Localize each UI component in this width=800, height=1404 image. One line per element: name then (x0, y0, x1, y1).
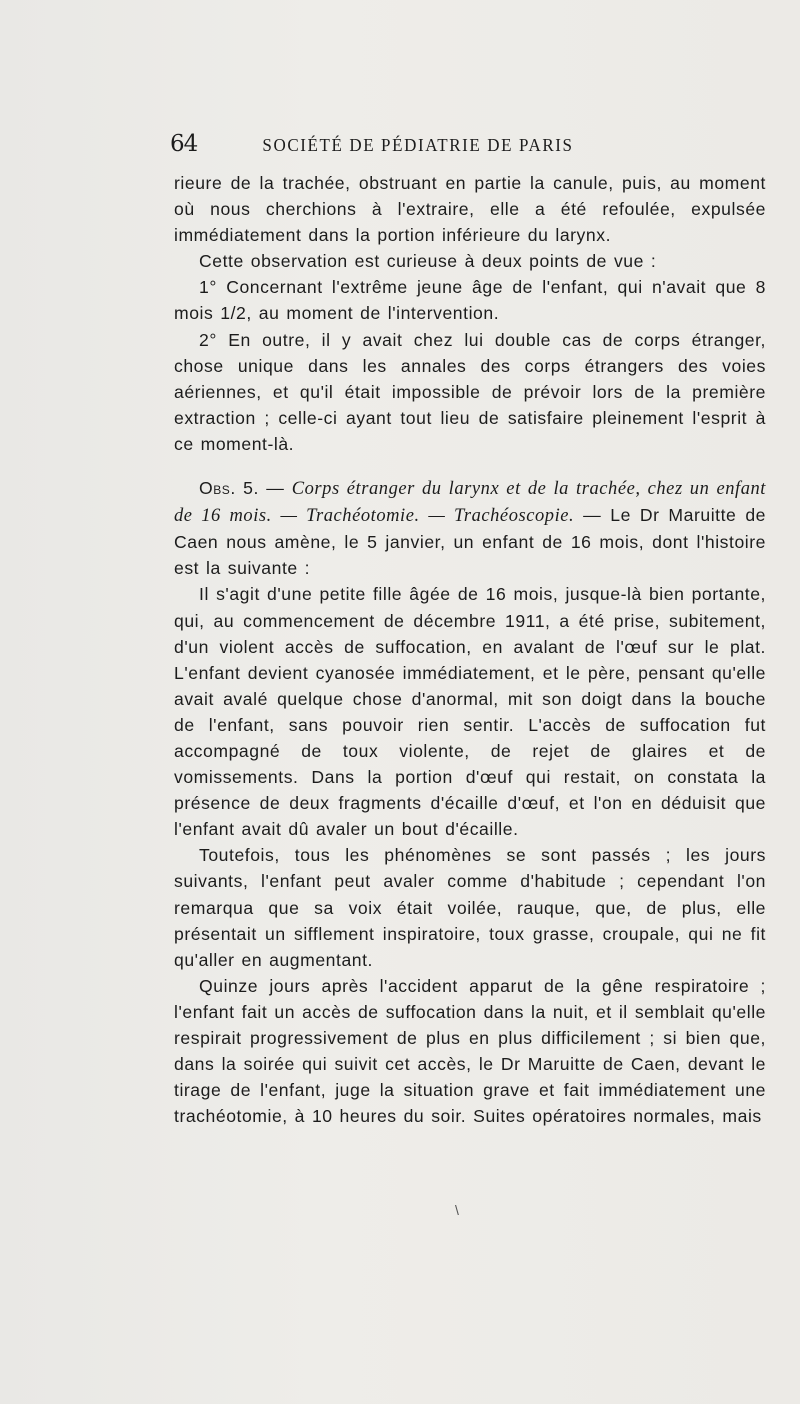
observation-text: — Le Dr Maruitte de Caen nous amène, le 5 janvier, un enfant de 16 mois, dont l'histoire est la suivante : (174, 505, 766, 579)
paragraph-point-2: 2° En outre, il y avait chez lui double cas de corps étranger, chose unique dans les annales des corps étrangers des voies aériennes, et qu'il était impossible de prévoir lors de la première extraction ; celle-ci ayant tout lieu de satisfaire pleinement l'esprit à ce moment-là. (174, 329, 766, 454)
paragraph-symptoms: Toutefois, tous les phénomènes se sont passés ; les jours suivants, l'enfant peut avaler comme d'habitude ; cependant l'on remarqua que sa voix était voilée, rauque, que, de plus, elle présentait un sifflement inspiratoire, toux grasse, croupale, qui ne fit qu'aller en augmentant. (174, 845, 766, 970)
paragraph-tracheotomy: Quinze jours après l'accident apparut de la gêne respiratoire ; l'enfant fait un accès de suffocation dans la nuit, et il semblait qu'elle respirait progressivement de plus en plus difficilement ; si bien que, dans la soirée qui suivit cet accès, le Dr Maruitte de Caen, devant le tirage de l'enfant, juge la situation grave et fait immédiatement une trachéotomie, à 10 heures du soir. Suites opératoires normales, mais (174, 975, 766, 1127)
paragraph-observation-intro: Cette observation est curieuse à deux points de vue : (199, 251, 657, 272)
paragraph-point-1: 1° Concernant l'extrême jeune âge de l'enfant, qui n'avait que 8 mois 1/2, au moment de l'intervention. (174, 277, 766, 324)
observation-heading-paragraph (174, 475, 766, 581)
paragraph-history: Il s'agit d'une petite fille âgée de 16 mois, jusque-là bien portante, qui, au commencement de décembre 1911, a été prise, subitement, d'un violent accès de suffocation, en avalant de l'œuf sur le plat. L'enfant devient cyanosée immédiatement, et le père, pensant qu'elle avait avalé quelque chose d'anormal, mit son doigt dans la bouche de l'enfant, sans pouvoir rien sentir. L'accès de suffocation fut accompagné de toux violente, de rejet de glaires et de vomissements. Dans la portion d'œuf qui restait, on constata la présence de deux fragments d'écaille d'œuf, et l'on en déduisit que l'enfant avait dû avaler un bout d'écaille. (174, 584, 766, 840)
observation-dash: — (258, 478, 292, 499)
paragraph-continuation: rieure de la trachée, obstruant en partie la canule, puis, au moment où nous cherchions à l'extraire, elle a été refoulée, expulsée immédiatement dans la portion inférieure du larynx. (174, 173, 766, 246)
observation-label: Obs. 5. (199, 478, 259, 499)
body-text (174, 170, 766, 1129)
observation-title: Corps étranger du larynx et de la trachée, chez un enfant de 16 mois. — Trachéotomie. — Trachéoscopie. (174, 479, 766, 527)
running-head: SOCIÉTÉ DE PÉDIATRIE DE PARIS (262, 135, 574, 156)
page-number: 64 (170, 131, 198, 157)
footer-mark: \ (455, 1202, 459, 1218)
